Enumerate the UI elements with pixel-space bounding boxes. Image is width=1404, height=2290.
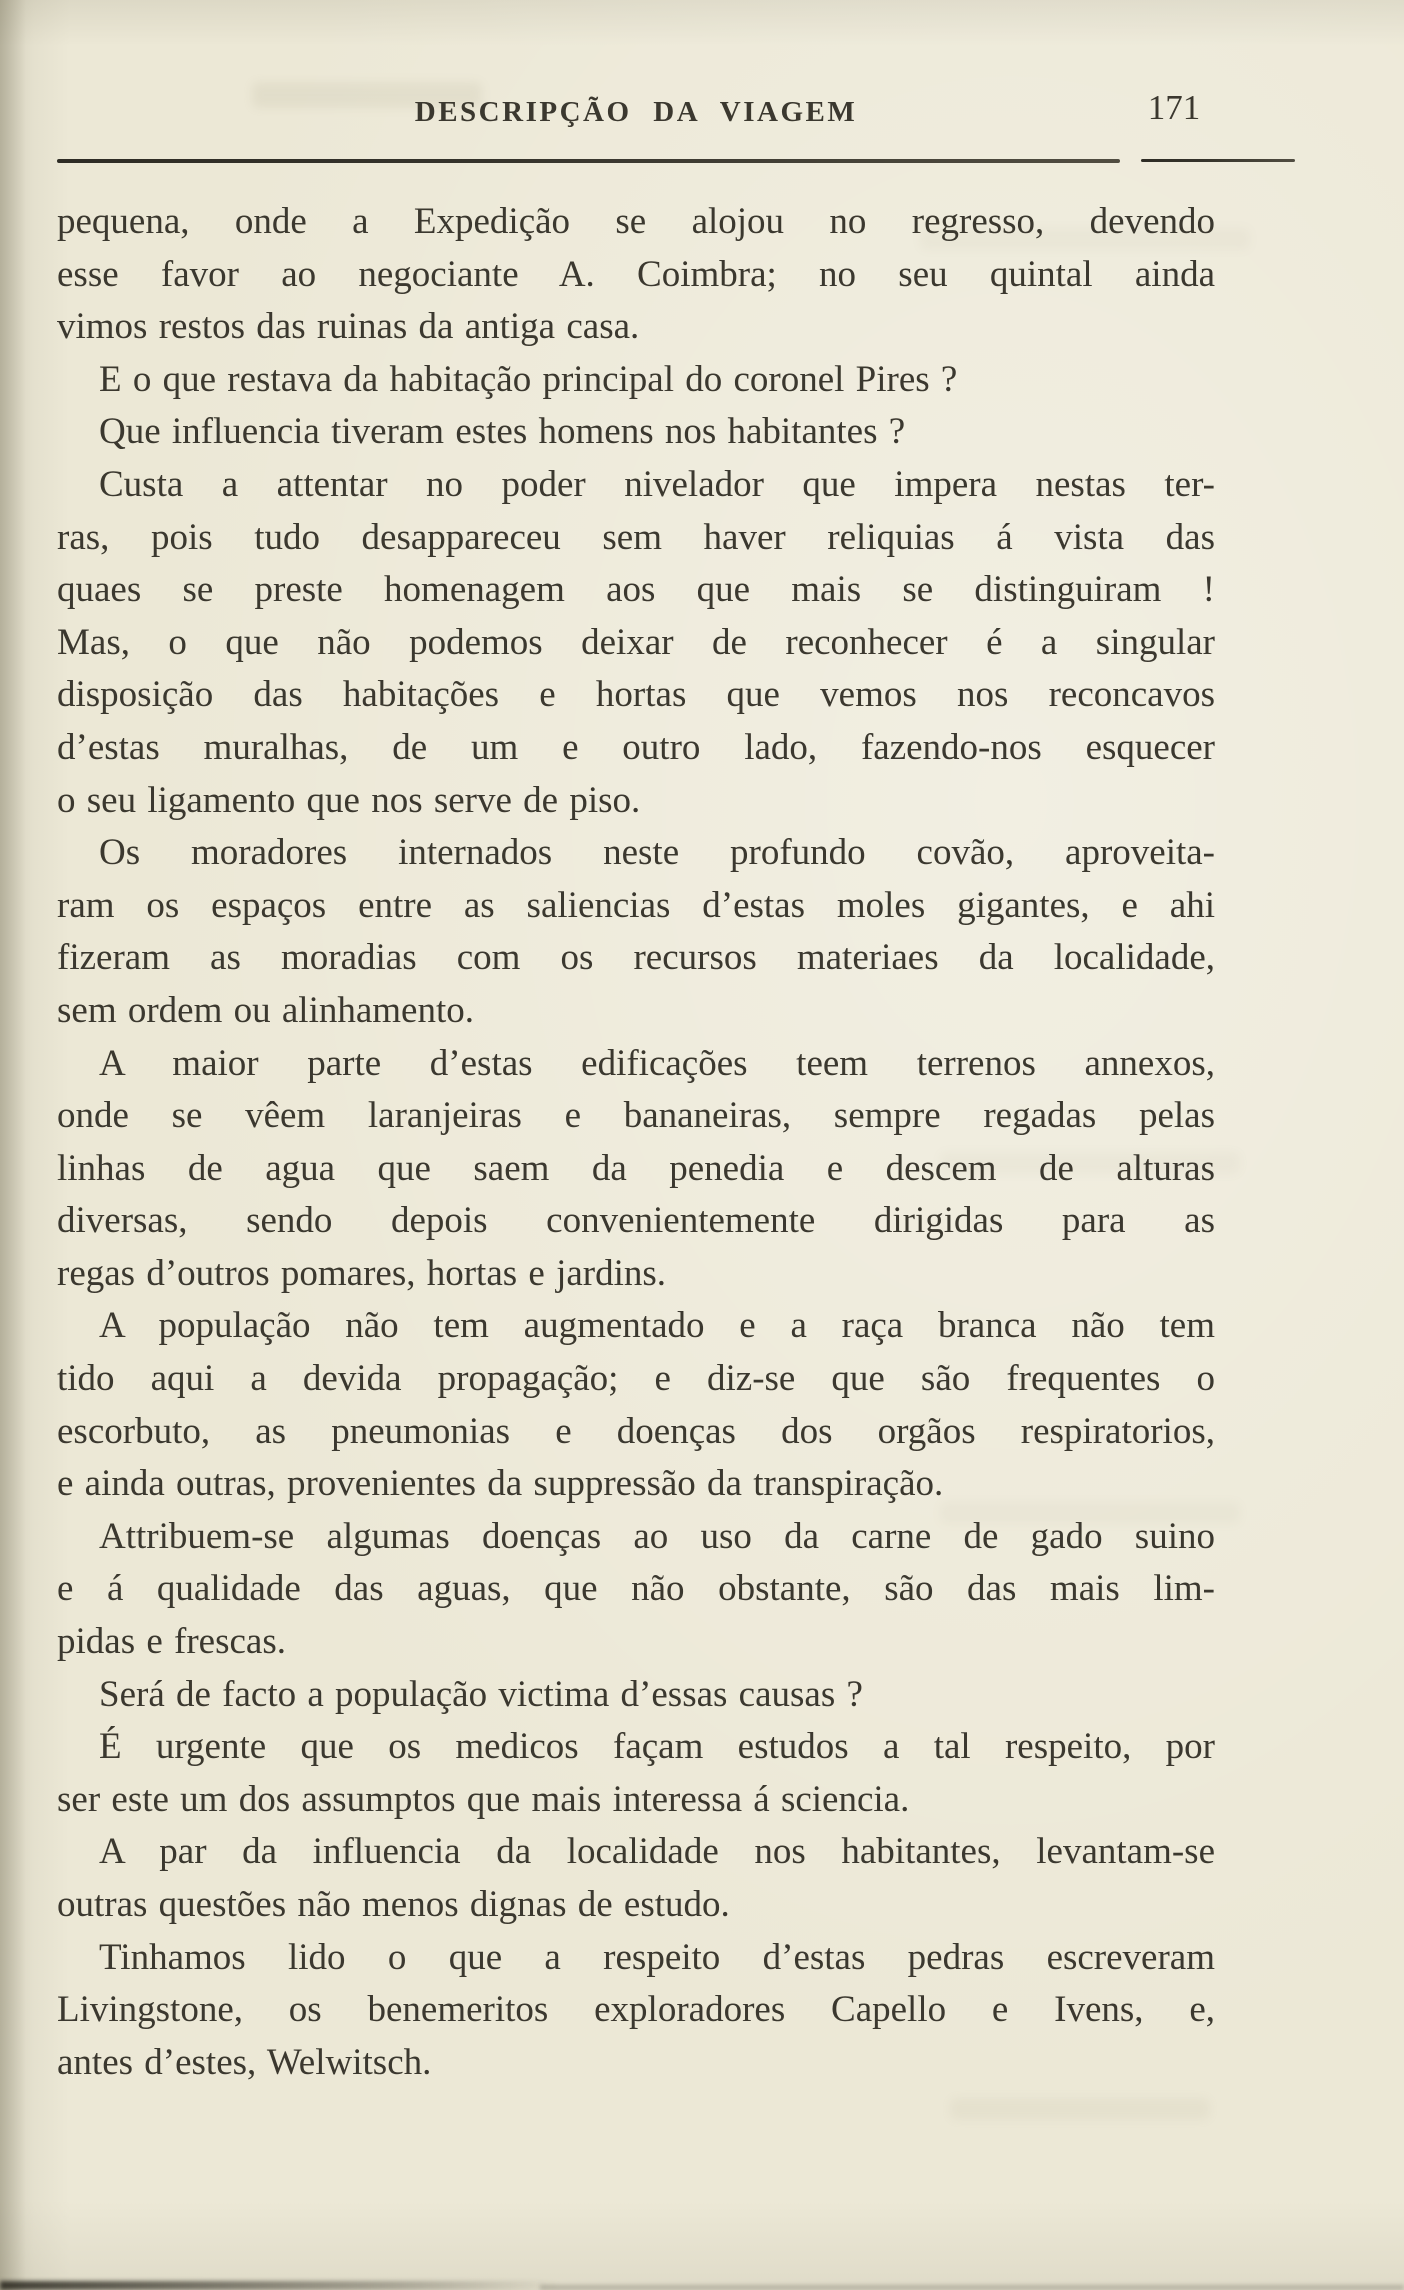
- text-line: vimos restos das ruinas da antiga casa.: [57, 306, 640, 348]
- text-line: fizeram as moradias com os recursos materiaes da localidade,: [57, 937, 1215, 979]
- text-line: diversas, sendo depois convenientemente dirigidas para as: [57, 1200, 1215, 1242]
- paragraph: [57, 459, 1215, 827]
- text-line: quaes se preste homenagem aos que mais se distinguiram !: [57, 569, 1215, 611]
- text-line: tido aqui a devida propagação; e diz-se que são frequentes o: [57, 1358, 1215, 1400]
- paragraph: [57, 1300, 1215, 1510]
- paragraph: [57, 827, 1215, 1037]
- paragraph: [57, 1038, 1215, 1301]
- text-line: o seu ligamento que nos serve de piso.: [57, 779, 641, 821]
- page-number: 171: [1147, 88, 1201, 127]
- text-line: regas d’outros pomares, hortas e jardins.: [57, 1252, 667, 1294]
- text-line: Mas, o que não podemos deixar de reconhecer é a singular: [57, 621, 1215, 663]
- text-line: esse favor ao negociante A. Coimbra; no seu quintal ainda: [57, 253, 1215, 295]
- text-line: Livingstone, os benemeritos exploradores Capello e Ivens, e,: [57, 1989, 1215, 2031]
- text-line: pidas e frescas.: [57, 1621, 286, 1663]
- text-line: Os moradores internados neste profundo covão, aproveita-: [99, 832, 1215, 874]
- paragraph: [57, 1826, 1215, 1931]
- verso-bleedthrough-smudge: [950, 2098, 1210, 2120]
- page-gutter-shading: [0, 0, 26, 2290]
- text-block: [57, 196, 1215, 2089]
- paragraph: [57, 1721, 1215, 1826]
- text-line: ram os espaços entre as saliencias d’estas moles gigantes, e ahi: [57, 884, 1215, 926]
- text-line: A par da influencia da localidade nos habitantes, levantam-se: [99, 1831, 1215, 1873]
- paragraph: [57, 1932, 1215, 2090]
- text-line: E o que restava da habitação principal do coronel Pires ?: [99, 358, 958, 400]
- text-line: A população não tem augmentado e a raça branca não tem: [99, 1305, 1215, 1347]
- text-line: É urgente que os medicos façam estudos a tal respeito, por: [99, 1726, 1215, 1768]
- text-line: disposição das habitações e hortas que vemos nos reconcavos: [57, 674, 1215, 716]
- running-header-title: DESCRIPÇÃO DA VIAGEM: [414, 96, 858, 128]
- paragraph: [57, 1669, 1215, 1722]
- text-line: Que influencia tiveram estes homens nos habitantes ?: [99, 411, 906, 453]
- header-rule-right-segment: [1141, 159, 1295, 162]
- text-line: Será de facto a população victima d’essas causas ?: [99, 1673, 863, 1715]
- scan-bottom-edge-shadow-light: [540, 2285, 1404, 2290]
- paragraph: [57, 196, 1215, 354]
- text-line: d’estas muralhas, de um e outro lado, fazendo-nos esquecer: [57, 726, 1215, 768]
- text-line: Attribuem-se algumas doenças ao uso da carne de gado suino: [99, 1515, 1215, 1557]
- text-line: A maior parte d’estas edificações teem terrenos annexos,: [99, 1042, 1215, 1084]
- header-rule-left-segment: [57, 159, 1120, 163]
- text-line: outras questões não menos dignas de estudo.: [57, 1884, 730, 1925]
- paragraph: [57, 354, 1215, 407]
- paragraph: [57, 1511, 1215, 1669]
- text-line: e ainda outras, provenientes da suppressão da transpiração.: [57, 1463, 944, 1505]
- text-line: Tinhamos lido o que a respeito d’estas pedras escreveram: [99, 1936, 1215, 1978]
- paragraph: [57, 406, 1215, 459]
- text-line: onde se vêem laranjeiras e bananeiras, sempre regadas pelas: [57, 1095, 1215, 1137]
- text-line: ser este um dos assumptos que mais interessa á sciencia.: [57, 1778, 910, 1820]
- text-line: sem ordem ou alinhamento.: [57, 989, 475, 1031]
- text-line: escorbuto, as pneumonias e doenças dos orgãos respiratorios,: [57, 1410, 1215, 1452]
- text-line: antes d’estes, Welwitsch.: [57, 2041, 432, 2083]
- text-line: e á qualidade das aguas, que não obstante, são das mais lim-: [57, 1568, 1215, 1610]
- text-line: ras, pois tudo desappareceu sem haver reliquias á vista das: [57, 516, 1215, 558]
- text-line: Custa a attentar no poder nivelador que impera nestas ter-: [99, 463, 1215, 505]
- scan-bottom-edge-shadow: [0, 2281, 560, 2290]
- text-line: linhas de agua que saem da penedia e descem de alturas: [57, 1147, 1215, 1189]
- text-line: pequena, onde a Expedição se alojou no regresso, devendo: [57, 201, 1215, 242]
